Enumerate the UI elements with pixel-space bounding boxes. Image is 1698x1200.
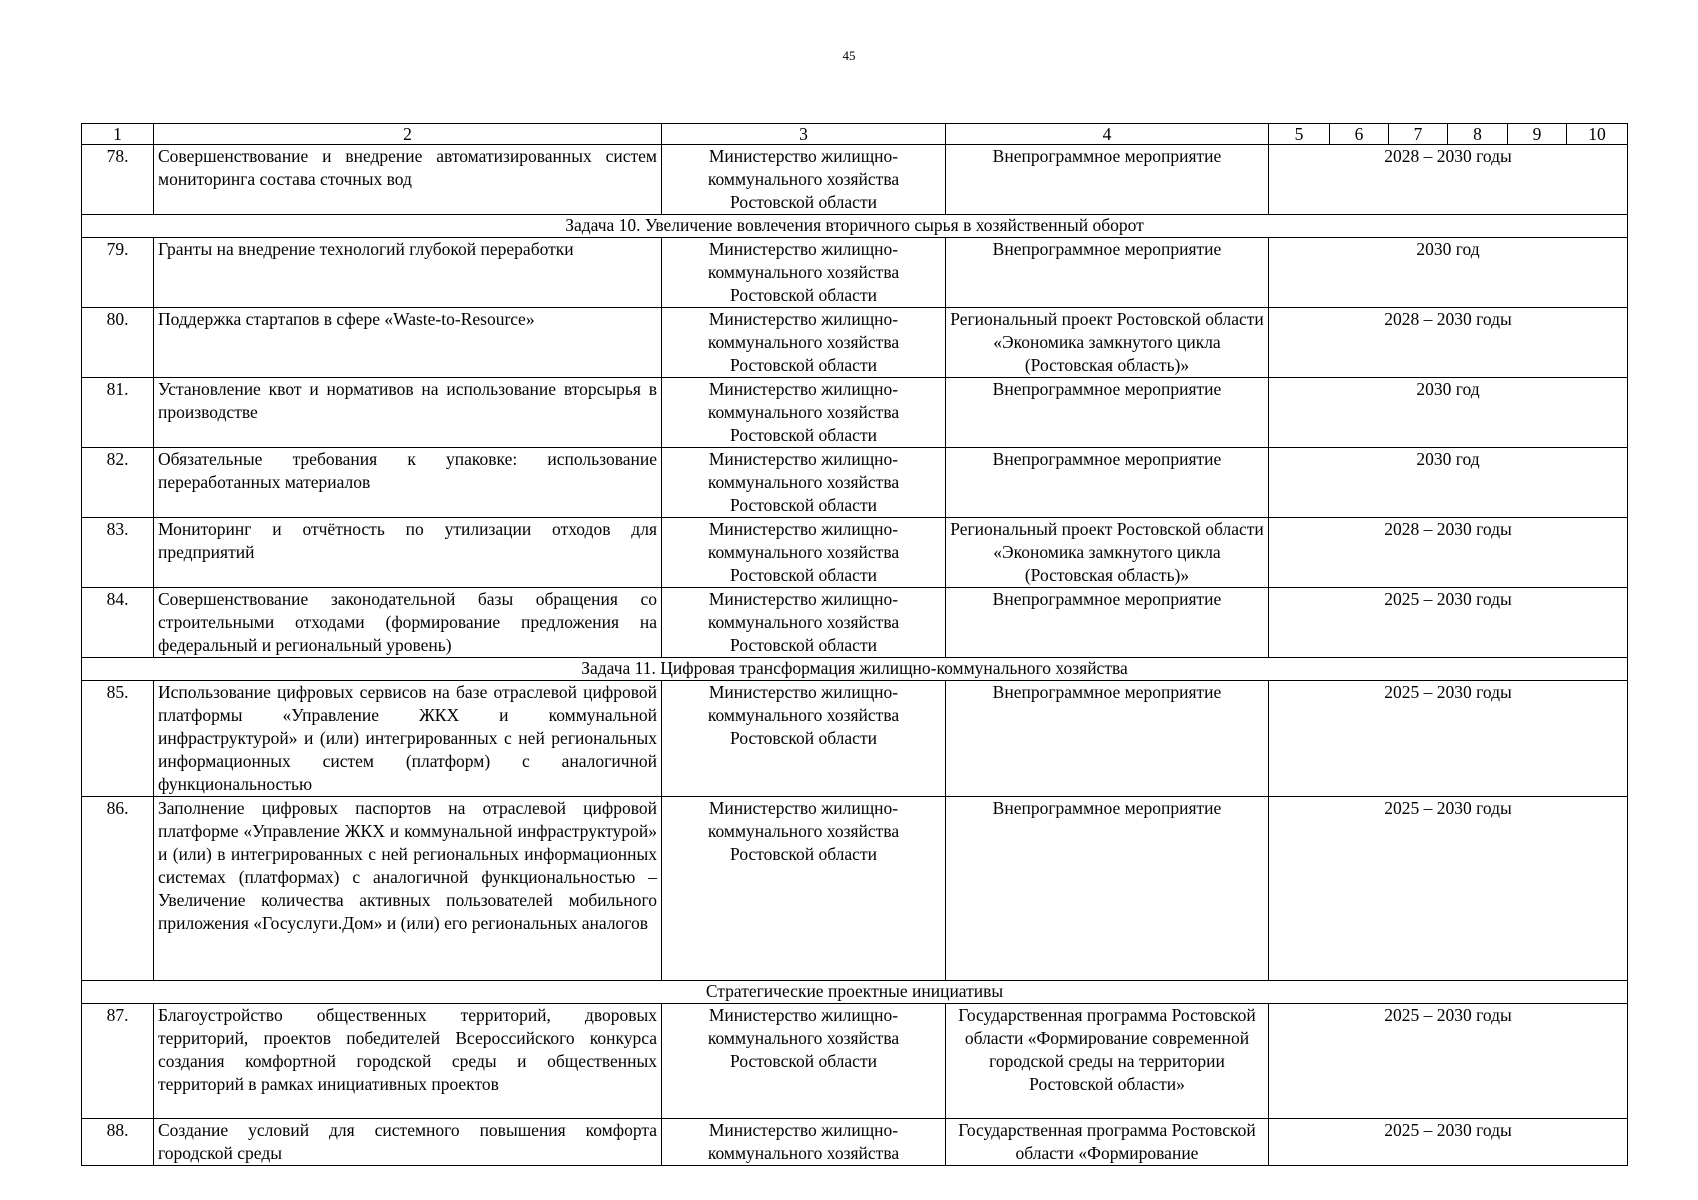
executor: Министерство жилищно-коммунального хозяйства: [662, 1119, 946, 1166]
measure-name: Установление квот и нормативов на использование вторсырья в производстве: [154, 378, 662, 448]
funding-source: Внепрограммное мероприятие: [946, 378, 1269, 448]
row-number: 81.: [82, 378, 154, 448]
measure-name: Благоустройство общественных территорий, дворовых территорий, проектов победителей Всероссийского конкурса создания комфортной городской среды и общественных территорий в рамках инициативных проектов: [154, 1004, 662, 1119]
header-row: [82, 124, 1628, 145]
measure-name: Поддержка стартапов в сфере «Waste-to-Resource»: [154, 308, 662, 378]
executor: Министерство жилищно-коммунального хозяйства Ростовской области: [662, 238, 946, 308]
measure-name: Обязательные требования к упаковке: использование переработанных материалов: [154, 448, 662, 518]
measures-table: [81, 123, 1628, 1166]
implementation-term: 2025 – 2030 годы: [1269, 1119, 1628, 1166]
header-cell: 9: [1508, 124, 1567, 145]
executor: Министерство жилищно-коммунального хозяйства Ростовской области: [662, 588, 946, 658]
funding-source: Внепрограммное мероприятие: [946, 588, 1269, 658]
row-number: 78.: [82, 145, 154, 215]
header-cell: 1: [82, 124, 154, 145]
row-number: 80.: [82, 308, 154, 378]
measure-name: Мониторинг и отчётность по утилизации отходов для предприятий: [154, 518, 662, 588]
implementation-term: 2028 – 2030 годы: [1269, 518, 1628, 588]
table-row: [82, 238, 1628, 308]
table-row: [82, 681, 1628, 797]
measure-name: Совершенствование и внедрение автоматизированных систем мониторинга состава сточных вод: [154, 145, 662, 215]
measure-name: Заполнение цифровых паспортов на отраслевой цифровой платформе «Управление ЖКХ и коммунальной инфраструктурой» и (или) в интегрированных с ней региональных информационных системах (платформах) с аналогичной функциональностью – Увеличение количества активных пользователей мобильного приложения «Госуслуги.Дом» и (или) его региональных аналогов: [154, 797, 662, 981]
header-cell: 4: [946, 124, 1269, 145]
funding-source: Внепрограммное мероприятие: [946, 238, 1269, 308]
section-heading-row: [82, 658, 1628, 681]
table-row: [82, 448, 1628, 518]
funding-source: Региональный проект Ростовской области «Экономика замкнутого цикла (Ростовская область)»: [946, 518, 1269, 588]
header-cell: 8: [1448, 124, 1508, 145]
implementation-term: 2025 – 2030 годы: [1269, 797, 1628, 981]
executor: Министерство жилищно-коммунального хозяйства Ростовской области: [662, 1004, 946, 1119]
measure-name: Гранты на внедрение технологий глубокой переработки: [154, 238, 662, 308]
header-cell: 5: [1269, 124, 1330, 145]
header-cell: 6: [1330, 124, 1389, 145]
executor: Министерство жилищно-коммунального хозяйства Ростовской области: [662, 518, 946, 588]
section-heading: Стратегические проектные инициативы: [82, 981, 1628, 1004]
table-row: [82, 308, 1628, 378]
implementation-term: 2025 – 2030 годы: [1269, 588, 1628, 658]
row-number: 82.: [82, 448, 154, 518]
header-cell: 2: [154, 124, 662, 145]
header-cell: 10: [1567, 124, 1628, 145]
table-row: [82, 1004, 1628, 1119]
implementation-term: 2028 – 2030 годы: [1269, 308, 1628, 378]
funding-source: Внепрограммное мероприятие: [946, 448, 1269, 518]
executor: Министерство жилищно-коммунального хозяйства Ростовской области: [662, 378, 946, 448]
implementation-term: 2030 год: [1269, 238, 1628, 308]
header-cell: 7: [1389, 124, 1448, 145]
executor: Министерство жилищно-коммунального хозяйства Ростовской области: [662, 145, 946, 215]
measure-name: Совершенствование законодательной базы обращения со строительными отходами (формирование предложения на федеральный и региональный уровень): [154, 588, 662, 658]
table-row: [82, 1119, 1628, 1166]
table-row: [82, 588, 1628, 658]
measure-name: Использование цифровых сервисов на базе отраслевой цифровой платформы «Управление ЖКХ и коммунальной инфраструктурой» и (или) интегрированных с ней региональных информационных систем (платформ) с аналогичной функциональностью: [154, 681, 662, 797]
executor: Министерство жилищно-коммунального хозяйства Ростовской области: [662, 448, 946, 518]
table-row: [82, 797, 1628, 981]
table-row: [82, 518, 1628, 588]
table-row: [82, 145, 1628, 215]
section-heading: Задача 11. Цифровая трансформация жилищно-коммунального хозяйства: [82, 658, 1628, 681]
section-heading-row: [82, 981, 1628, 1004]
implementation-term: 2030 год: [1269, 448, 1628, 518]
implementation-term: 2025 – 2030 годы: [1269, 681, 1628, 797]
row-number: 88.: [82, 1119, 154, 1166]
header-cell: 3: [662, 124, 946, 145]
row-number: 85.: [82, 681, 154, 797]
executor: Министерство жилищно-коммунального хозяйства Ростовской области: [662, 797, 946, 981]
row-number: 86.: [82, 797, 154, 981]
executor: Министерство жилищно-коммунального хозяйства Ростовской области: [662, 681, 946, 797]
funding-source: Государственная программа Ростовской области «Формирование современной городской среды на территории Ростовской области»: [946, 1004, 1269, 1119]
implementation-term: 2025 – 2030 годы: [1269, 1004, 1628, 1119]
row-number: 79.: [82, 238, 154, 308]
page-number: 45: [842, 48, 856, 63]
section-heading-row: [82, 215, 1628, 238]
funding-source: Государственная программа Ростовской области «Формирование: [946, 1119, 1269, 1166]
section-heading: Задача 10. Увеличение вовлечения вторичного сырья в хозяйственный оборот: [82, 215, 1628, 238]
funding-source: Внепрограммное мероприятие: [946, 681, 1269, 797]
executor: Министерство жилищно-коммунального хозяйства Ростовской области: [662, 308, 946, 378]
row-number: 83.: [82, 518, 154, 588]
row-number: 84.: [82, 588, 154, 658]
implementation-term: 2030 год: [1269, 378, 1628, 448]
table-row: [82, 378, 1628, 448]
funding-source: Внепрограммное мероприятие: [946, 145, 1269, 215]
measure-name: Создание условий для системного повышения комфорта городской среды: [154, 1119, 662, 1166]
funding-source: Региональный проект Ростовской области «Экономика замкнутого цикла (Ростовская область)»: [946, 308, 1269, 378]
funding-source: Внепрограммное мероприятие: [946, 797, 1269, 981]
row-number: 87.: [82, 1004, 154, 1119]
implementation-term: 2028 – 2030 годы: [1269, 145, 1628, 215]
